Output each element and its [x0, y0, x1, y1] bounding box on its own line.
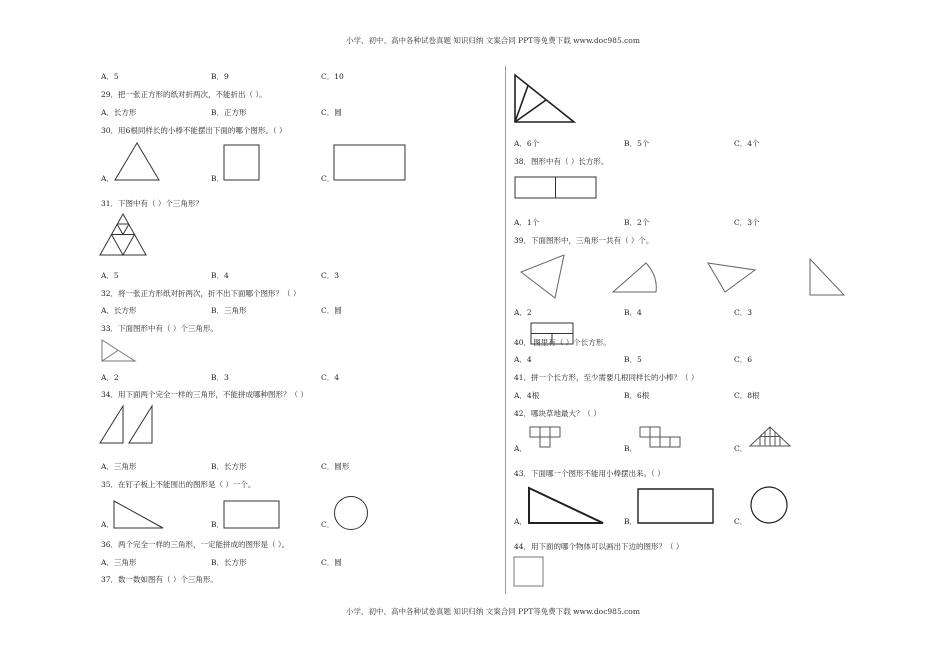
- q33-option-a: A．2: [101, 373, 119, 382]
- q42-shape-c: [749, 426, 791, 448]
- q40-rectangle-figure: [530, 322, 575, 346]
- q34-option-a: A．三角形: [101, 462, 137, 471]
- q37-option-c: C．4个: [734, 139, 760, 148]
- q43-circle-figure: [749, 485, 789, 525]
- q32-option-c: C．圆: [321, 306, 342, 315]
- q31-option-b: B．4: [211, 271, 229, 280]
- q34-stem: 34．用下面两个完全一样的三角形，不能拼成哪种图形？（ ）: [101, 390, 308, 399]
- q43-option-c: C．: [734, 517, 748, 526]
- q29-option-a: A．长方形: [101, 108, 137, 117]
- q36-stem: 36．两个完全一样的三角形，一定能拼成的图形是（ ）。: [101, 540, 290, 549]
- q36-option-c: C．圆: [321, 558, 342, 567]
- q30-triangle-figure: [114, 142, 160, 182]
- q37-stem: 37．数一数如图有（ ）个三角形。: [101, 575, 218, 584]
- q39-option-a: A．2: [514, 308, 532, 317]
- q35-option-c: C．: [321, 520, 335, 529]
- q38-option-b: B．2个: [624, 218, 650, 227]
- q31-triangle-figure: [99, 213, 147, 257]
- q43-option-a: A．: [514, 517, 527, 526]
- q39-shape-2: [612, 262, 660, 294]
- q38-option-c: C．3个: [734, 218, 760, 227]
- q35-stem: 35．在钉子板上不能围出的图形是（ ）一个。: [101, 480, 256, 489]
- q35-option-a: A．: [101, 520, 114, 529]
- q30-option-c: C．: [321, 174, 335, 183]
- q42-shape-b: [639, 426, 681, 448]
- q41-option-c: C．8根: [734, 391, 760, 400]
- q29-option-c: C．圆: [321, 108, 342, 117]
- q39-shape-4: [808, 258, 846, 298]
- q36-option-b: B．长方形: [211, 558, 247, 567]
- q35-circle-figure: [333, 495, 369, 531]
- q39-stem: 39．下面图形中，三角形一共有（ ）个。: [514, 236, 654, 245]
- q30-stem: 30．用6根同样长的小棒不能摆出下面的哪个图形。（ ）: [101, 126, 287, 135]
- q44-square-figure: [513, 556, 545, 588]
- q33-triangle-figure: [101, 339, 137, 363]
- column-divider: [505, 66, 506, 594]
- q38-stem: 38．图形中有（ ）长方形。: [514, 157, 609, 166]
- q40-option-a: A．4: [514, 355, 532, 364]
- q34-option-b: B．长方形: [211, 462, 247, 471]
- q41-option-b: B．6根: [624, 391, 650, 400]
- q39-shape-3: [707, 262, 757, 294]
- q38-rectangle-figure: [514, 176, 598, 200]
- q28-option-a: A．5: [101, 72, 119, 81]
- q28-option-b: B．9: [211, 72, 229, 81]
- q35-triangle-figure: [113, 500, 165, 530]
- page-header: 小学、初中、高中各种试卷真题 知识归纳 文案合同 PPT等免费下载 www.doc985.com: [346, 36, 640, 45]
- q39-shape-1: [520, 254, 566, 300]
- q37-option-a: A．6个: [514, 139, 540, 148]
- q39-option-c: C．3: [734, 308, 753, 317]
- q33-stem: 33．下面图形中有（ ）个三角形。: [101, 324, 218, 333]
- q32-stem: 32．将一张正方形纸对折两次，折不出下面哪个图形？（ ）: [101, 289, 301, 298]
- q42-stem: 42．哪块草地最大？（ ）: [514, 409, 601, 418]
- q30-rectangle-figure: [333, 144, 407, 182]
- q39-option-b: B．4: [624, 308, 642, 317]
- q29-option-b: B．正方形: [211, 108, 247, 117]
- q40-stem: 40． 图里有（ ）个长方形。: [514, 338, 611, 347]
- q42-shape-a: [529, 426, 561, 448]
- q30-option-a: A．: [101, 174, 114, 183]
- q31-option-a: A．5: [101, 271, 119, 280]
- q30-square-figure: [223, 144, 261, 182]
- q42-option-a: A．: [514, 444, 527, 453]
- q41-option-a: A．4根: [514, 391, 540, 400]
- q34-two-triangles-figure: [99, 405, 155, 445]
- q31-stem: 31．下图中有（ ）个三角形？: [101, 199, 203, 208]
- q44-stem: 44．用下面的哪个物体可以画出下边的图形？（ ）: [514, 542, 684, 551]
- q30-option-b: B．: [211, 174, 225, 183]
- q42-option-c: C．: [734, 444, 748, 453]
- q37-triangle-figure: [514, 74, 576, 124]
- q37-option-b: B．5个: [624, 139, 650, 148]
- q35-rectangle-figure: [223, 500, 281, 530]
- q40-option-b: B．5: [624, 355, 642, 364]
- q43-triangle-figure: [527, 486, 605, 526]
- q35-option-b: B．: [211, 520, 225, 529]
- q34-option-c: C．圆形: [321, 462, 350, 471]
- q33-option-c: C．4: [321, 373, 340, 382]
- q42-option-b: B．: [624, 444, 638, 453]
- q40-option-c: C．6: [734, 355, 753, 364]
- q31-option-c: C．3: [321, 271, 340, 280]
- q38-option-a: A．1个: [514, 218, 540, 227]
- q43-rectangle-figure: [637, 488, 715, 526]
- q32-option-a: A．长方形: [101, 306, 137, 315]
- q43-option-b: B．: [624, 517, 638, 526]
- q33-option-b: B．3: [211, 373, 229, 382]
- q32-option-b: B．三角形: [211, 306, 247, 315]
- q28-option-c: C．10: [321, 72, 344, 81]
- q29-stem: 29．把一张正方形的纸对折两次，不能折出（ ）。: [101, 90, 267, 99]
- q43-stem: 43．下面哪一个图形不能用小棒摆出来。（ ）: [514, 469, 665, 478]
- page-footer: 小学、初中、高中各种试卷真题 知识归纳 文案合同 PPT等免费下载 www.doc985.com: [346, 607, 640, 616]
- q36-option-a: A．三角形: [101, 558, 137, 567]
- q41-stem: 41．拼一个长方形，至少需要几根同样长的小棒？（ ）: [514, 373, 699, 382]
